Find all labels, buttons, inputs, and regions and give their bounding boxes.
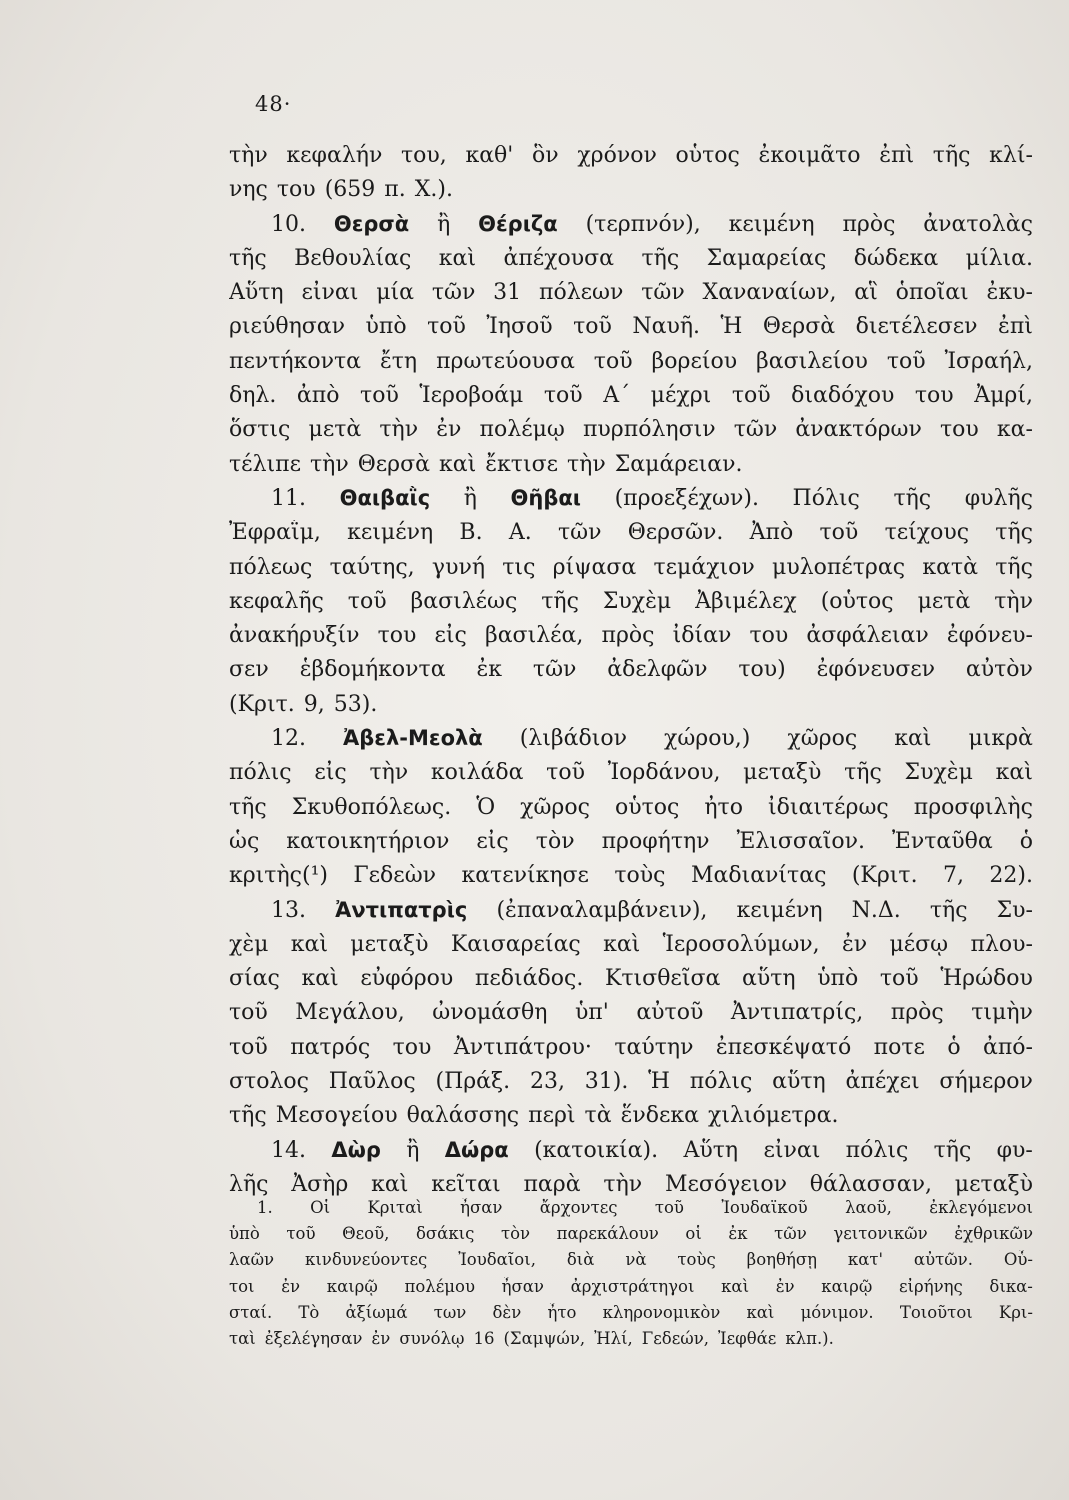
text-line: 14. Δὼρ ἢ Δώρα (κατοικία). Αὕτη εἶναι πόλις τῆς φυ- (271, 1137, 1033, 1163)
page-number: 48· (255, 92, 292, 116)
text-line: τῆς Βεθουλίας καὶ ἀπέχουσα τῆς Σαμαρείας δώδεκα μίλια. (229, 245, 1033, 271)
text-line: Αὕτη εἶναι μία τῶν 31 πόλεων τῶν Χαναναίων, αἳ ὁποῖαι ἐκυ- (229, 280, 1033, 306)
footnote-line: σταί. Τὸ ἀξίωμά των δὲν ἦτο κληρονομικὸν καὶ μόνιμον. Τοιοῦτοι Κρι- (229, 1302, 1033, 1322)
text-line: νης του (659 π. Χ.). (229, 177, 453, 203)
text-line: χὲμ καὶ μεταξὺ Καισαρείας καὶ Ἱεροσολύμων, ἐν μέσῳ πλου- (229, 931, 1033, 957)
footnote-line: τοι ἐν καιρῷ πολέμου ἦσαν ἀρχιστράτηγοι καὶ ἐν καιρῷ εἰρήνης δικα- (229, 1276, 1033, 1296)
text-line: κριτὴς(¹) Γεδεὼν κατενίκησε τοὺς Μαδιανίτας (Κριτ. 7, 22). (229, 863, 1033, 889)
text-line: ριεύθησαν ὑπὸ τοῦ Ἰησοῦ τοῦ Ναυῆ. Ἡ Θερσὰ διετέλεσεν ἐπὶ (229, 314, 1033, 340)
text-line: στολος Παῦλος (Πράξ. 23, 31). Ἡ πόλις αὕτη ἀπέχει σήμερον (229, 1069, 1033, 1095)
text-line: σίας καὶ εὐφόρου πεδιάδος. Κτισθεῖσα αὕτη ὑπὸ τοῦ Ἡρώδου (229, 966, 1033, 992)
text-line: 13. Ἀντιπατρὶς (ἐπαναλαμβάνειν), κειμένη Ν.Δ. τῆς Συ- (271, 897, 1033, 923)
footnote-line: λαῶν κινδυνεύοντες Ἰουδαῖοι, διὰ νὰ τοὺς βοηθήσῃ κατ' αὐτῶν. Οὗ- (229, 1250, 1033, 1270)
text-line: (Κριτ. 9, 53). (229, 691, 378, 717)
text-line: 10. Θερσὰ ἢ Θέριζα (τερπνόν), κειμένη πρὸς ἀνατολὰς (271, 211, 1033, 237)
text-line: τὴν κεφαλήν του, καθ' ὃν χρόνον οὗτος ἐκοιμᾶτο ἐπὶ τῆς κλί- (229, 143, 1033, 168)
text-line: τῆς Μεσογείου θαλάσσης περὶ τὰ ἕνδεκα χιλιόμετρα. (229, 1103, 839, 1129)
text-line: τοῦ Μεγάλου, ὠνομάσθη ὑπ' αὐτοῦ Ἀντιπατρίς, πρὸς τιμὴν (229, 1000, 1033, 1026)
body-text (229, 143, 1033, 1206)
text-line: ὅστις μετὰ τὴν ἐν πολέμῳ πυρπόλησιν τῶν ἀνακτόρων του κα- (229, 417, 1033, 443)
text-line: 11. Θαιβαῒς ἢ Θῆβαι (προεξέχων). Πόλις τῆς φυλῆς (271, 485, 1033, 511)
text-line: ἀνακήρυξίν του εἰς βασιλέα, πρὸς ἰδίαν του ἀσφάλειαν ἐφόνευ- (229, 623, 1033, 649)
text-line: πόλις εἰς τὴν κοιλάδα τοῦ Ἰορδάνου, μεταξὺ τῆς Συχὲμ καὶ (229, 760, 1033, 786)
text-line: σεν ἑβδομήκοντα ἐκ τῶν ἀδελφῶν του) ἐφόνευσεν αὐτὸν (229, 657, 1033, 683)
text-line: πόλεως ταύτης, γυνή τις ρίψασα τεμάχιον μυλοπέτρας κατὰ τῆς (229, 554, 1033, 580)
footnote-line: ὑπὸ τοῦ Θεοῦ, δσάκις τὸν παρεκάλουν οἱ ἐκ τῶν γειτονικῶν ἐχθρικῶν (229, 1224, 1033, 1244)
footnotes (229, 1198, 1033, 1355)
text-line: 12. Ἀβελ-Μεολὰ (λιβάδιον χώρου,) χῶρος καὶ μικρὰ (271, 726, 1033, 752)
text-line: δηλ. ἀπὸ τοῦ Ἱεροβοάμ τοῦ Α΄ μέχρι τοῦ διαδόχου του Ἀμρί, (229, 383, 1033, 409)
footnote-line: 1. Οἱ Κριταὶ ἦσαν ἄρχοντες τοῦ Ἰουδαϊκοῦ λαοῦ, ἐκλεγόμενοι (257, 1198, 1033, 1217)
text-line: τοῦ πατρός του Ἀντιπάτρου· ταύτην ἐπεσκέψατό ποτε ὁ ἀπό- (229, 1034, 1033, 1060)
text-line: Ἐφραΐμ, κειμένη Β. Α. τῶν Θερσῶν. Ἀπὸ τοῦ τείχους τῆς (229, 520, 1033, 546)
text-line: πεντήκοντα ἔτη πρωτεύουσα τοῦ βορείου βασιλείου τοῦ Ἰσραήλ, (229, 348, 1033, 374)
text-line: ὡς κατοικητήριον εἰς τὸν προφήτην Ἐλισσαῖον. Ἐνταῦθα ὁ (229, 828, 1033, 854)
text-line: κεφαλῆς τοῦ βασιλέως τῆς Συχὲμ Ἀβιμέλεχ (οὗτος μετὰ τὴν (229, 588, 1033, 614)
footnote-line: ταὶ ἐξελέγησαν ἐν συνόλῳ 16 (Σαμψών, Ἠλί, Γεδεών, Ἰεφθάε κλπ.). (229, 1328, 834, 1348)
text-line: τέλιπε τὴν Θερσὰ καὶ ἔκτισε τὴν Σαμάρειαν. (229, 451, 743, 477)
text-line: λῆς Ἀσὴρ καὶ κεῖται παρὰ τὴν Μεσόγειον θάλασσαν, μεταξὺ (229, 1171, 1033, 1197)
text-line: τῆς Σκυθοπόλεως. Ὁ χῶρος οὗτος ἦτο ἰδιαιτέρως προσφιλὴς (229, 794, 1033, 820)
